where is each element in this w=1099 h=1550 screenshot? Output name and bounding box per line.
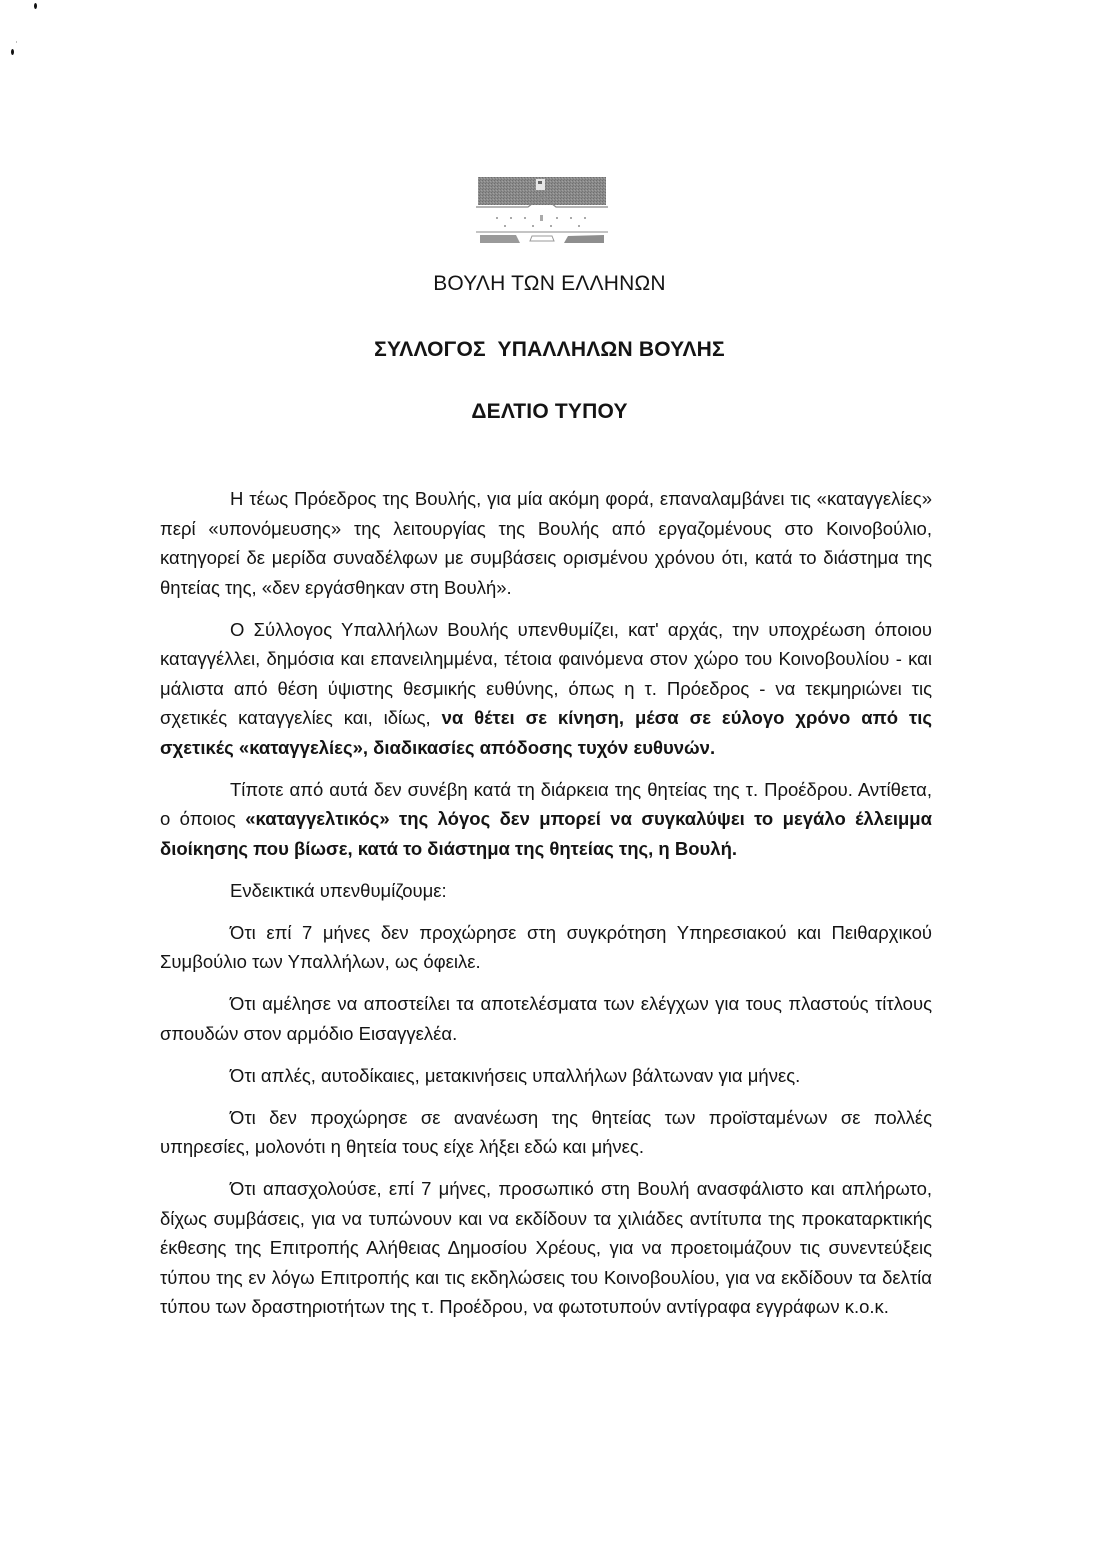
list-item-transfers-stalled (160, 1061, 932, 1091)
paragraph-bold-text: να θέτει σε κίνηση, μέσα σε εύλογο χρόνο από τις σχετικές «καταγγελίες», διαδικασίες απόδοσης τυχόν ευθυνών. (160, 707, 932, 758)
paragraph-indicative-reminder (160, 876, 932, 906)
list-item-supervisors-renewal (160, 1103, 932, 1162)
scan-speck (11, 49, 14, 55)
paragraph-bold-text: «καταγγελτικός» της λόγος δεν μπορεί να συγκαλύψει το μεγάλο έλλειμμα διοίκησης που βίωσε, κατά το διάστημα της θητείας της, η Βουλή. (160, 808, 932, 859)
association-heading: ΣΥΛΛΟΓΟΣ ΥΠΑΛΛΗΛΩΝ ΒΟΥΛΗΣ (374, 338, 725, 361)
paragraph-text: Ενδεικτικά υπενθυμίζουμε: (230, 879, 447, 901)
paragraph-text: Ότι απασχολούσε, επί 7 μήνες, προσωπικό στη Βουλή ανασφάλιστο και απλήρωτο, δίχως συμβάσεις, για να τυπώνουν και να εκδίδουν τα χιλιάδες αντίτυπα της προκαταρκτικής έκθεσης της Επιτροπής Αλήθειας Δημοσίου Χρέους, για να προετοιμάζουν τις συνεντεύξεις τύπου της εν λόγω Επιτροπής και τις εκδηλώσεις του Κοινοβουλίου, για να εκδίδουν τα δελτία τύπου των δραστηριοτήτων της τ. Προέδρου, να φωτοτυπούν αντίγραφα εγγράφων κ.ο.κ. (160, 1178, 932, 1317)
press-release-body (160, 484, 932, 1334)
paragraph-text: Ότι επί 7 μήνες δεν προχώρησε στη συγκρότηση Υπηρεσιακού και Πειθαρχικού Συμβούλιο των Υπαλλήλων, ως όφειλε. (160, 921, 932, 972)
parliament-emblem-icon (476, 177, 608, 247)
institution-heading: ΒΟΥΛΗ ΤΩΝ ΕΛΛΗΝΩΝ (433, 272, 666, 295)
scan-speck (16, 41, 17, 43)
paragraph-administrative-deficit (160, 775, 932, 864)
list-item-uninsured-staff (160, 1174, 932, 1322)
paragraph-text: Ότι αμέλησε να αποστείλει τα αποτελέσματα των ελέγχων για τους πλαστούς τίτλους σπουδών στον αρμόδιο Εισαγγελέα. (160, 993, 932, 1044)
paragraph-former-speaker-accusations (160, 484, 932, 602)
list-item-fake-degrees (160, 989, 932, 1048)
paragraph-text: Ότι δεν προχώρησε σε ανανέωση της θητείας των προϊσταμένων σε πολλές υπηρεσίες, μολονότι η θητεία τους είχε λήξει εδώ και μήνες. (160, 1106, 932, 1157)
paragraph-text: Τίποτε από αυτά δεν συνέβη κατά τη διάρκεια της θητείας της τ. Προέδρου. Αντίθετα, ο όποιος (160, 778, 932, 829)
scan-speck (34, 3, 37, 9)
paragraph-text: Ότι απλές, αυτοδίκαιες, μετακινήσεις υπαλλήλων βάλτωναν για μήνες. (230, 1064, 801, 1086)
document-type-heading: ΔΕΛΤΙΟ ΤΥΠΟΥ (471, 400, 628, 423)
paragraph-text: Ο Σύλλογος Υπαλλήλων Βουλής υπενθυμίζει, κατ' αρχάς, την υποχρέωση όποιου καταγγέλλει, δημόσια και επανειλημμένα, τέτοια φαινόμενα στον χώρο του Κοινοβουλίου - και μάλιστα από θέση ύψιστης θεσμικής ευθύνης, όπως η τ. Πρόεδρος - να τεκμηριώνει τις σχετικές καταγγελίες και, ιδίως, (160, 618, 932, 728)
paragraph-text: Η τέως Πρόεδρος της Βουλής, για μία ακόμη φορά, επαναλαμβάνει τις «καταγγελίες» περί «υπονόμευσης» της λειτουργίας της Βουλής από εργαζομένους στο Κοινοβούλιο, κατηγορεί δε μερίδα συναδέλφων με συμβάσεις ορισμένου χρόνου ότι, κατά το διάστημα της θητείας της, «δεν εργάσθηκαν στη Βουλή». (160, 488, 932, 598)
paragraph-obligation-to-substantiate (160, 615, 932, 763)
list-item-service-council (160, 918, 932, 977)
